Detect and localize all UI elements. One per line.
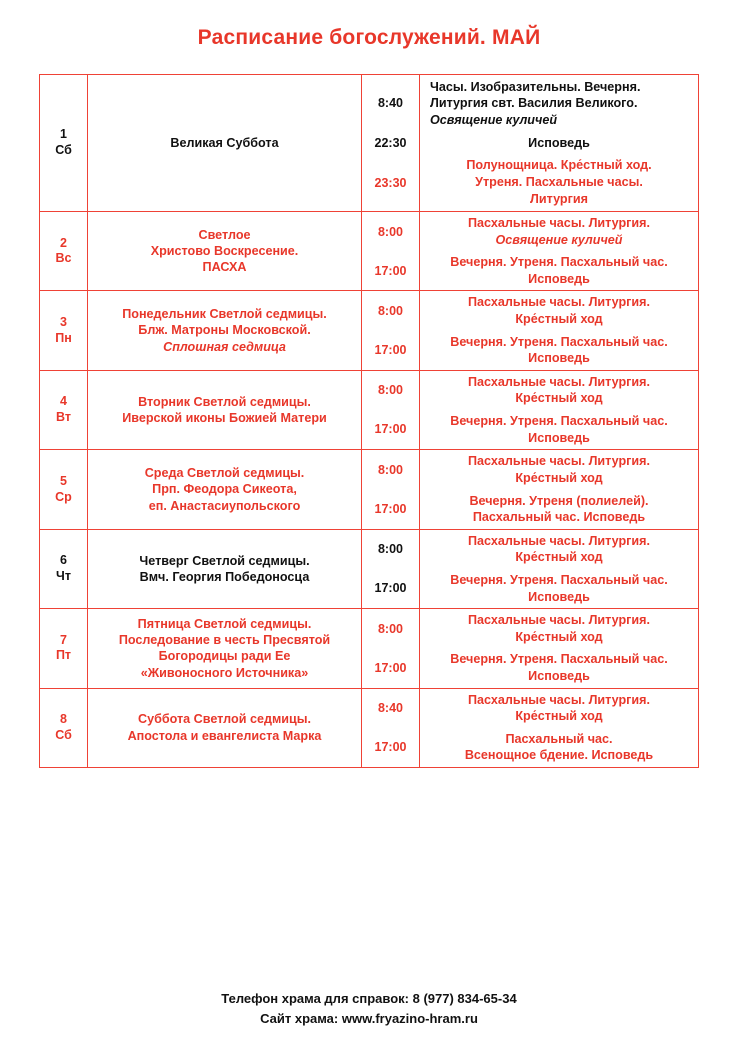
event-line: Литургия свт. Василия Великого.	[430, 96, 638, 111]
event-line: Пасхальные часы. Литургия.	[467, 295, 650, 310]
day-cell	[40, 529, 88, 608]
day-weekday: Сб	[55, 143, 72, 157]
event-block	[420, 728, 698, 767]
event-block	[420, 689, 698, 728]
event-slot-list	[420, 689, 698, 767]
time-value: 8:00	[377, 304, 404, 319]
event-line: Вечерня. Утреня. Пасхальный час.	[450, 572, 668, 587]
event-line: Кре́стный ход	[515, 709, 603, 724]
event-line: Кре́стный ход	[515, 550, 603, 565]
event-block	[420, 331, 698, 370]
times-cell	[362, 370, 420, 449]
event-block	[420, 251, 698, 290]
schedule-page	[0, 26, 738, 1050]
day-weekday: Вт	[56, 410, 71, 425]
table-row	[40, 291, 699, 370]
event-line: Полунощница. Кре́стный ход.	[466, 158, 652, 173]
day-weekday: Пн	[55, 330, 72, 345]
event-slot-list	[420, 212, 698, 290]
time-value: 17:00	[374, 501, 407, 516]
event-line: Кре́стный ход	[515, 312, 603, 327]
event-line: Литургия	[530, 191, 588, 206]
day-weekday: Пт	[55, 648, 72, 663]
footer-phone: Телефон храма для справок: 8 (977) 834-65-34	[221, 991, 517, 1006]
time-slot-list	[362, 530, 419, 608]
event-line: Пасхальные часы. Литургия.	[467, 692, 650, 707]
description-line: Богородицы ради Ее	[158, 649, 291, 664]
description-line: Христово Воскресение.	[150, 244, 299, 259]
times-cell	[362, 75, 420, 212]
event-line: Пасхальный час.	[505, 731, 613, 746]
description-line: Пятница Светлой седмицы.	[137, 616, 312, 631]
times-cell	[362, 291, 420, 370]
description-cell	[88, 75, 362, 212]
time-value: 8:00	[377, 383, 404, 398]
description-cell	[88, 609, 362, 688]
day-number: 7	[60, 632, 67, 647]
table-row	[40, 75, 699, 212]
day-number: 1	[60, 127, 67, 142]
description-line: Иверской иконы Божией Матери	[122, 411, 327, 426]
events-cell	[420, 609, 699, 688]
description-line: Понедельник Светлой седмицы.	[122, 307, 327, 322]
description-line: Сплошная седмица	[163, 339, 286, 354]
events-cell	[420, 529, 699, 608]
day-cell	[40, 212, 88, 291]
description-cell	[88, 529, 362, 608]
event-line: Кре́стный ход	[515, 470, 603, 485]
event-line: Пасхальный час. Исповедь	[472, 510, 646, 525]
time-value: 23:30	[374, 175, 407, 190]
event-block	[420, 569, 698, 608]
time-value: 17:00	[374, 740, 407, 755]
day-cell	[40, 688, 88, 767]
event-block	[420, 76, 698, 132]
event-line: Вечерня. Утреня. Пасхальный час.	[450, 652, 668, 667]
event-block	[420, 154, 698, 210]
event-line: Кре́стный ход	[515, 629, 603, 644]
time-value: 17:00	[374, 422, 407, 437]
event-block	[420, 212, 698, 251]
day-cell	[40, 291, 88, 370]
time-value: 17:00	[374, 263, 407, 278]
event-line: Пасхальные часы. Литургия.	[467, 533, 650, 548]
event-line: Исповедь	[528, 135, 590, 150]
events-cell	[420, 688, 699, 767]
time-slot-list	[362, 689, 419, 767]
event-line: Освящение куличей	[430, 113, 558, 128]
description-line: Последование в честь Пресвятой	[118, 633, 331, 648]
description-cell	[88, 291, 362, 370]
day-weekday: Вс	[55, 251, 72, 266]
day-number: 6	[60, 553, 67, 568]
description-line: ПАСХА	[202, 260, 247, 275]
event-line: Утреня. Пасхальные часы.	[475, 174, 643, 189]
description-cell	[88, 688, 362, 767]
event-slot-list	[420, 450, 698, 528]
schedule-table	[39, 74, 699, 768]
table-row	[40, 370, 699, 449]
description-line: «Живоносного Источника»	[140, 665, 309, 680]
event-line: Исповедь	[528, 271, 590, 286]
times-cell	[362, 609, 420, 688]
times-cell	[362, 450, 420, 529]
time-slot-list	[362, 371, 419, 449]
event-line: Исповедь	[528, 589, 590, 604]
times-cell	[362, 688, 420, 767]
event-line: Исповедь	[528, 430, 590, 445]
time-value: 22:30	[374, 135, 407, 150]
footer-site: Сайт храма: www.fryazino-hram.ru	[260, 1010, 478, 1026]
time-value: 8:00	[377, 542, 404, 557]
time-value: 8:00	[377, 621, 404, 636]
table-row	[40, 609, 699, 688]
events-cell	[420, 370, 699, 449]
event-line: Пасхальные часы. Литургия.	[467, 613, 650, 628]
day-cell	[40, 450, 88, 529]
event-slot-list	[420, 291, 698, 369]
event-line: Часы. Изобразительны. Вечерня.	[430, 79, 641, 94]
time-value: 8:00	[377, 224, 404, 239]
page-title: Расписание богослужений. МАЙ	[197, 26, 541, 49]
day-number: 3	[60, 315, 67, 330]
events-cell	[420, 75, 699, 212]
time-slot-list	[362, 609, 419, 687]
description-line: Светлое	[198, 227, 251, 242]
day-number: 5	[60, 473, 67, 488]
table-row	[40, 529, 699, 608]
description-line: Среда Светлой седмицы.	[144, 465, 305, 480]
description-line: Блж. Матроны Московской.	[138, 323, 311, 338]
time-slot-list	[362, 212, 419, 290]
event-line: Всенощное бдение. Исповедь	[464, 748, 654, 763]
times-cell	[362, 212, 420, 291]
description-line: Прп. Феодора Сикеота,	[152, 482, 297, 497]
table-row	[40, 212, 699, 291]
event-block	[420, 371, 698, 410]
time-value: 17:00	[374, 581, 407, 596]
event-block	[420, 490, 698, 529]
events-cell	[420, 291, 699, 370]
description-line: еп. Анастасиупольского	[148, 498, 301, 513]
event-line: Вечерня. Утреня. Пасхальный час.	[450, 414, 668, 429]
event-slot-list	[420, 76, 698, 210]
description-line: Вмч. Георгия Победоносца	[139, 569, 310, 584]
schedule-table-wrapper	[39, 74, 699, 768]
time-value: 8:40	[377, 95, 404, 110]
day-weekday: Чт	[56, 568, 71, 583]
event-block	[420, 609, 698, 648]
event-line: Исповедь	[528, 669, 590, 684]
event-line: Пасхальные часы. Литургия.	[467, 454, 650, 469]
time-value: 17:00	[374, 343, 407, 358]
times-cell	[362, 529, 420, 608]
schedule-table-body	[40, 75, 699, 768]
event-line: Исповедь	[528, 351, 590, 366]
description-cell	[88, 212, 362, 291]
time-value: 8:00	[377, 462, 404, 477]
day-weekday: Сб	[55, 727, 72, 742]
event-line: Вечерня. Утреня. Пасхальный час.	[450, 334, 668, 349]
event-slot-list	[420, 609, 698, 687]
description-line: Суббота Светлой седмицы.	[137, 712, 312, 727]
event-block	[420, 530, 698, 569]
day-number: 4	[60, 394, 67, 409]
time-slot-list	[362, 75, 419, 211]
description-line: Великая Суббота	[170, 135, 279, 150]
table-row	[40, 450, 699, 529]
time-value: 17:00	[374, 660, 407, 675]
event-block	[420, 291, 698, 330]
description-line: Вторник Светлой седмицы.	[138, 394, 311, 409]
description-line: Четверг Светлой седмицы.	[139, 553, 310, 568]
event-line: Освящение куличей	[495, 232, 623, 247]
event-block	[420, 648, 698, 687]
event-line: Вечерня. Утреня. Пасхальный час.	[450, 255, 668, 270]
description-line: Апостола и евангелиста Марка	[127, 728, 322, 743]
event-line: Пасхальные часы. Литургия.	[467, 216, 650, 230]
day-cell	[40, 609, 88, 688]
event-block	[420, 410, 698, 449]
day-weekday: Ср	[55, 489, 72, 504]
time-value: 8:40	[377, 701, 404, 716]
page-footer	[0, 989, 738, 1028]
description-cell	[88, 370, 362, 449]
events-cell	[420, 450, 699, 529]
time-slot-list	[362, 292, 419, 370]
event-block	[420, 450, 698, 489]
day-number: 8	[60, 712, 67, 727]
table-row	[40, 688, 699, 767]
day-cell	[40, 75, 88, 212]
event-line: Пасхальные часы. Литургия.	[467, 374, 650, 389]
time-slot-list	[362, 451, 419, 529]
event-block	[420, 132, 698, 155]
event-slot-list	[420, 530, 698, 608]
description-cell	[88, 450, 362, 529]
events-cell	[420, 212, 699, 291]
event-line: Кре́стный ход	[515, 391, 603, 406]
event-line: Вечерня. Утреня (полиелей).	[469, 493, 649, 508]
event-slot-list	[420, 371, 698, 449]
day-number: 2	[60, 235, 67, 250]
day-cell	[40, 370, 88, 449]
